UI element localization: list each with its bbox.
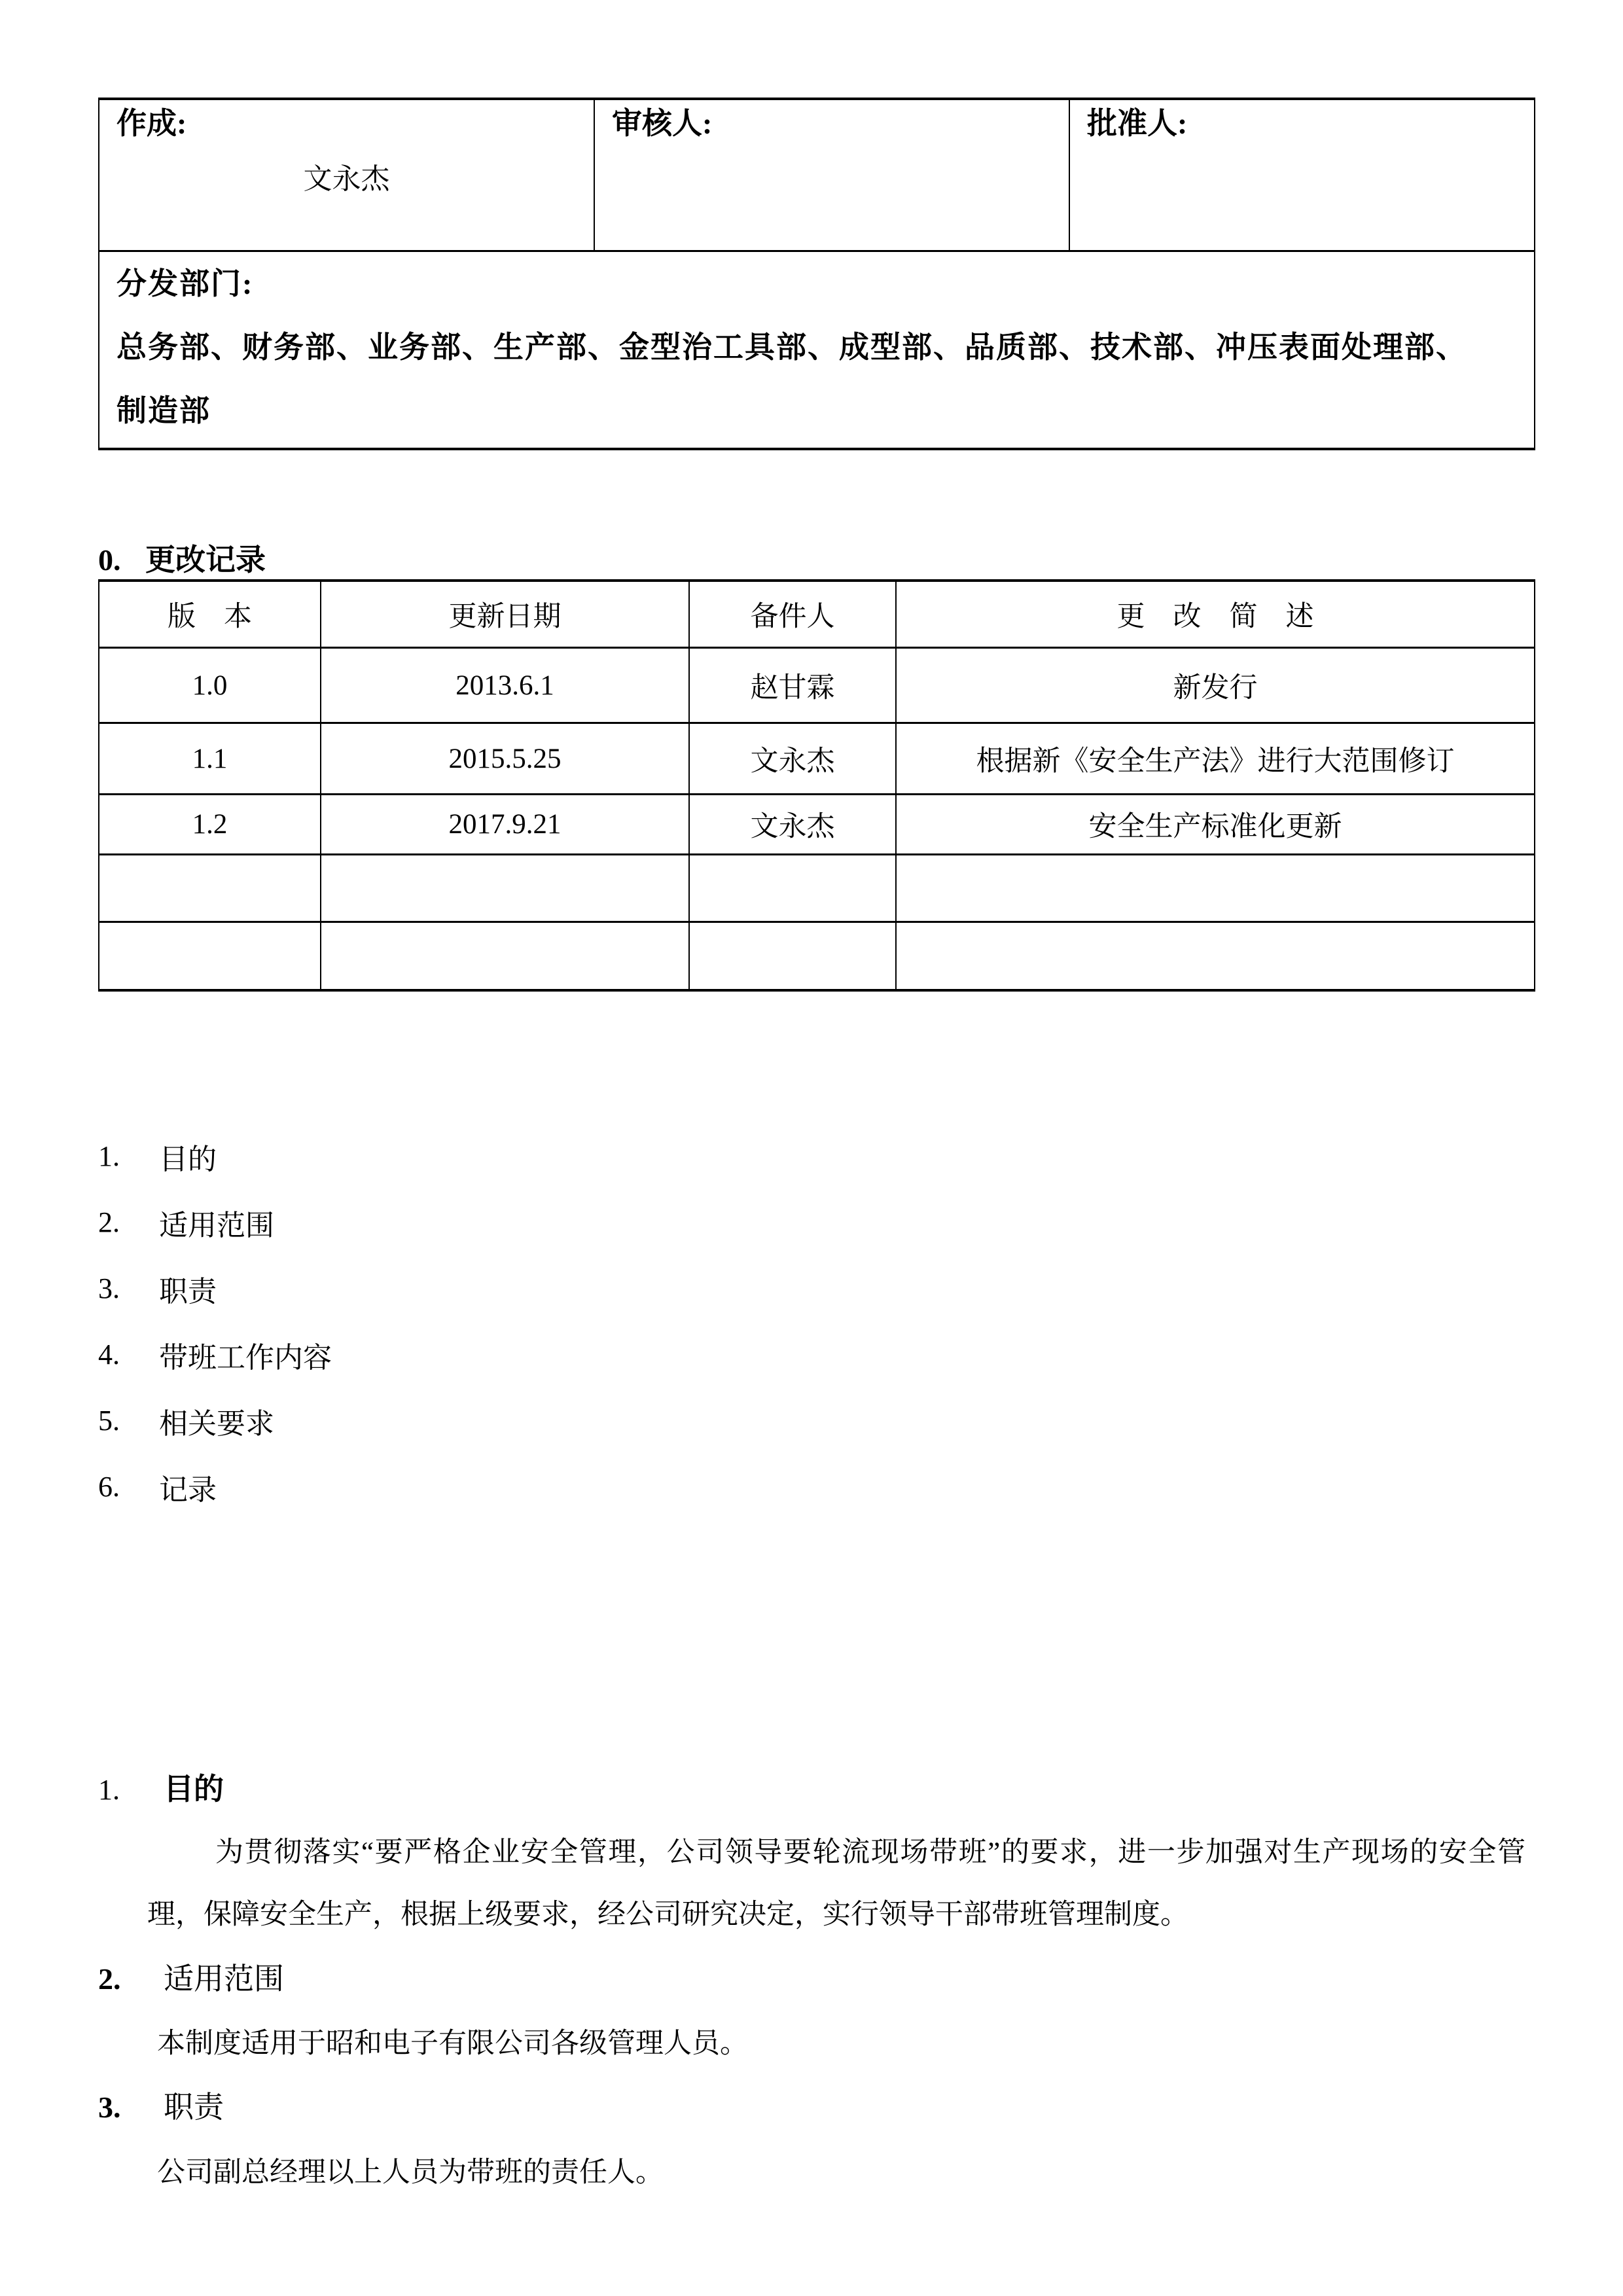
approver-label: 批准人:	[1087, 107, 1188, 140]
cell-editor	[688, 923, 895, 989]
section-number: 1.	[98, 1774, 120, 1806]
toc-item-requirements	[98, 1388, 332, 1454]
change-record-heading-text: 更改记录	[145, 543, 266, 577]
cell-summary: 根据新《安全生产法》进行大范围修订	[895, 724, 1534, 793]
toc-label: 相关要求	[159, 1407, 274, 1440]
toc-number: 4.	[98, 1338, 120, 1371]
cell-summary: 安全生产标准化更新	[895, 795, 1534, 853]
paragraph-line: 为贯彻落实“要严格企业安全管理，公司领导要轮流现场带班”的要求，进一步加强对生产现场的安全管	[215, 1837, 1525, 1868]
cell-summary	[895, 855, 1534, 921]
section-title: 目的	[164, 1772, 224, 1806]
table-row-empty	[99, 855, 1534, 923]
paragraph-line: 理，保障安全生产，根据上级要求，经公司研究决定，实行领导干部带班管理制度。	[147, 1899, 1188, 1930]
distribution-line2: 制造部	[116, 394, 211, 427]
toc-number: 1.	[98, 1140, 120, 1172]
header-update-date: 更新日期	[320, 582, 688, 647]
cell-version	[99, 923, 320, 989]
section-title: 职责	[164, 2090, 224, 2124]
approval-row	[99, 100, 1534, 252]
toc-label: 记录	[159, 1473, 217, 1506]
toc-item-purpose	[98, 1123, 332, 1189]
cell-version: 1.0	[192, 670, 228, 701]
section-number: 3.	[98, 2090, 121, 2124]
section-number: 2.	[98, 1962, 121, 1996]
toc-item-scope	[98, 1189, 332, 1255]
approval-table	[98, 98, 1535, 450]
section-title: 适用范围	[164, 1962, 284, 1996]
toc-item-responsibility	[98, 1255, 332, 1321]
cell-date	[320, 923, 688, 989]
cell-date: 2017.9.21	[320, 795, 688, 853]
section-1-body	[147, 1821, 1525, 1946]
toc-label: 带班工作内容	[159, 1341, 332, 1374]
section-2-heading	[98, 1961, 284, 1998]
distribution-label: 分发部门:	[116, 267, 254, 300]
cell-summary: 新发行	[895, 649, 1534, 722]
cell-date	[320, 855, 688, 921]
table-row	[99, 724, 1534, 795]
cell-date: 2015.5.25	[320, 724, 688, 793]
approval-cell-reviewer	[594, 100, 1069, 250]
change-record-heading-number: 0.	[98, 543, 121, 577]
cell-version: 1.2	[192, 809, 228, 840]
toc-item-shift-duty	[98, 1321, 332, 1388]
header-summary: 更 改 简 述	[895, 582, 1534, 647]
toc-item-records	[98, 1454, 332, 1520]
cell-summary	[895, 923, 1534, 989]
cell-editor	[688, 855, 895, 921]
change-record-table	[98, 579, 1535, 992]
toc-number: 2.	[98, 1206, 120, 1238]
table-row	[99, 795, 1534, 855]
reviewer-label: 审核人:	[612, 107, 713, 140]
header-editor: 备件人	[688, 582, 895, 647]
table-row-empty	[99, 923, 1534, 989]
toc-label: 目的	[159, 1143, 217, 1175]
table-row	[99, 649, 1534, 724]
approval-cell-author	[99, 100, 594, 250]
table-header-row	[99, 582, 1534, 649]
cell-editor: 文永杰	[688, 795, 895, 853]
change-record-heading	[98, 541, 266, 580]
section-3-heading	[98, 2089, 224, 2126]
header-version: 版 本	[168, 601, 252, 632]
distribution-line1: 总务部、财务部、业务部、生产部、金型治工具部、成型部、品质部、技术部、冲压表面处理部、	[116, 331, 1467, 364]
cell-editor: 赵甘霖	[688, 649, 895, 722]
cell-date: 2013.6.1	[320, 649, 688, 722]
cell-version	[99, 855, 320, 921]
toc-label: 职责	[159, 1275, 217, 1308]
section-1-heading	[98, 1771, 224, 1808]
distribution-row	[99, 252, 1534, 448]
section-3-body: 公司副总经理以上人员为带班的责任人。	[157, 2157, 664, 2188]
toc-label: 适用范围	[159, 1209, 274, 1242]
author-label: 作成:	[116, 107, 187, 140]
toc-number: 6.	[98, 1471, 120, 1503]
section-2-body: 本制度适用于昭和电子有限公司各级管理人员。	[157, 2028, 748, 2059]
cell-version: 1.1	[192, 743, 228, 774]
toc-number: 5.	[98, 1405, 120, 1437]
table-of-contents	[98, 1123, 332, 1520]
approval-cell-approver	[1069, 100, 1534, 250]
cell-editor: 文永杰	[688, 724, 895, 793]
author-name: 文永杰	[303, 163, 390, 195]
toc-number: 3.	[98, 1272, 120, 1304]
